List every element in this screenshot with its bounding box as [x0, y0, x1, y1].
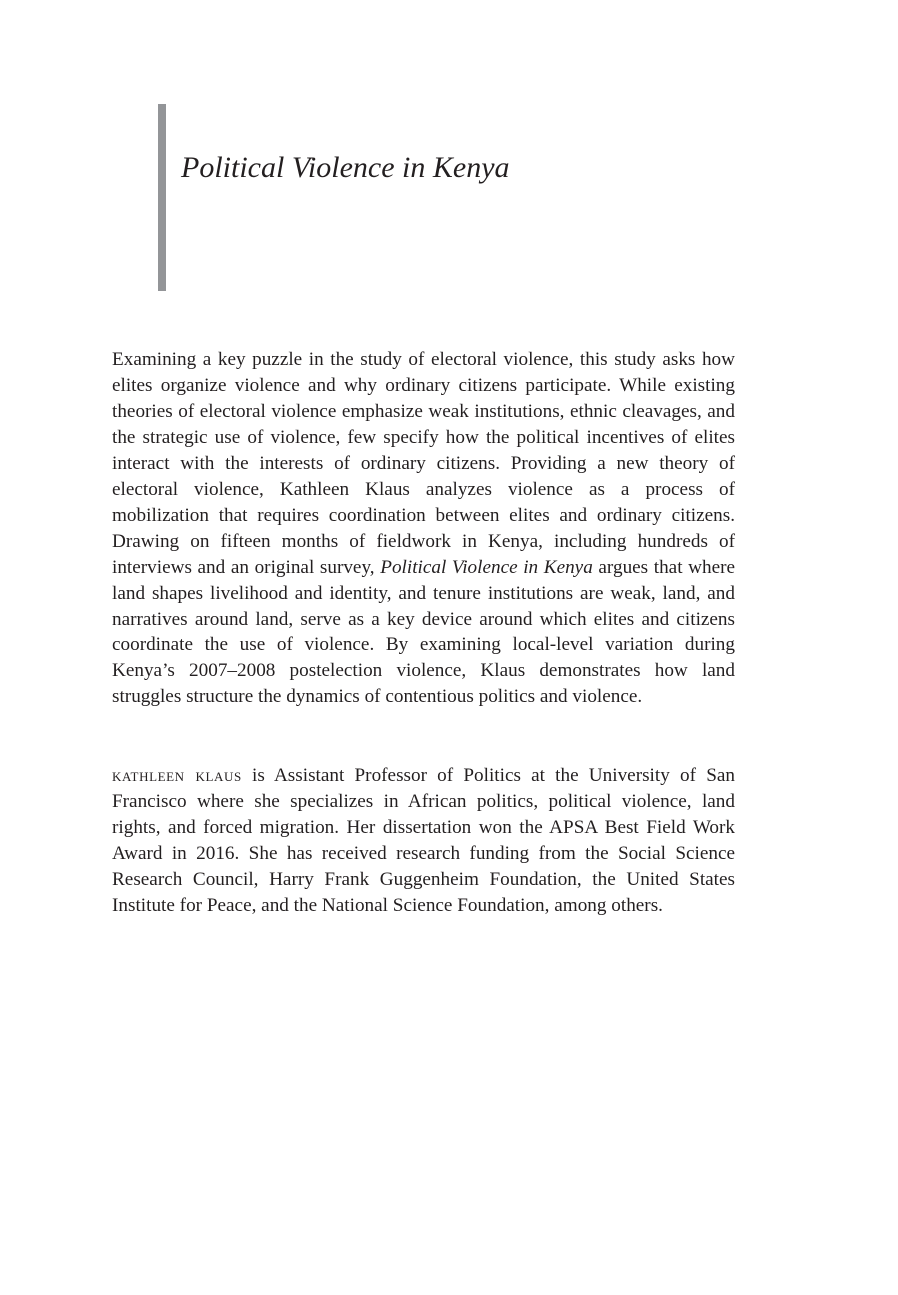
description-text-part1: Examining a key puzzle in the study of electoral violence, this study asks how elites organize violence and why ordinary citizens participate. While existing theories of electoral violence emphasize weak institutions, ethnic cleavages, and the strategic use of violence, few specify how the political incentives of elites interact with the interests of ordinary citizens. Providing a new theory of electoral violence, Kathleen Klaus analyzes violence as a process of mobilization that requires coordination between elites and ordinary citizens. Drawing on fifteen months of fieldwork in Kenya, including hundreds of interviews and an original survey, — [112, 349, 735, 578]
author-bio — [112, 763, 735, 919]
title-accent-bar — [158, 104, 166, 291]
description-title-reference: Political Violence in Kenya — [380, 556, 593, 578]
description-text-part2: argues that where land shapes livelihood and identity, and tenure institutions are weak, land, and narratives around land, serve as a key device around which elites and citizens coordinate the use of violence. By examining local-level variation during Kenya’s 2007–2008 postelection violence, Klaus demonstrates how land struggles structure the dynamics of contentious politics and violence. — [112, 556, 736, 708]
book-description — [112, 347, 735, 710]
author-bio-text: is Assistant Professor of Politics at the University of San Francisco where she specializes in African politics, political violence, land rights, and forced migration. Her dissertation won the APSA Best Field Work Award in 2016. She has received research funding from the Social Science Research Council, Harry Frank Guggenheim Foundation, the United States Institute for Peace, and the National Science Foundation, among others. — [112, 765, 735, 916]
author-name: kathleen klaus — [112, 765, 242, 786]
book-title: Political Violence in Kenya — [181, 151, 510, 184]
